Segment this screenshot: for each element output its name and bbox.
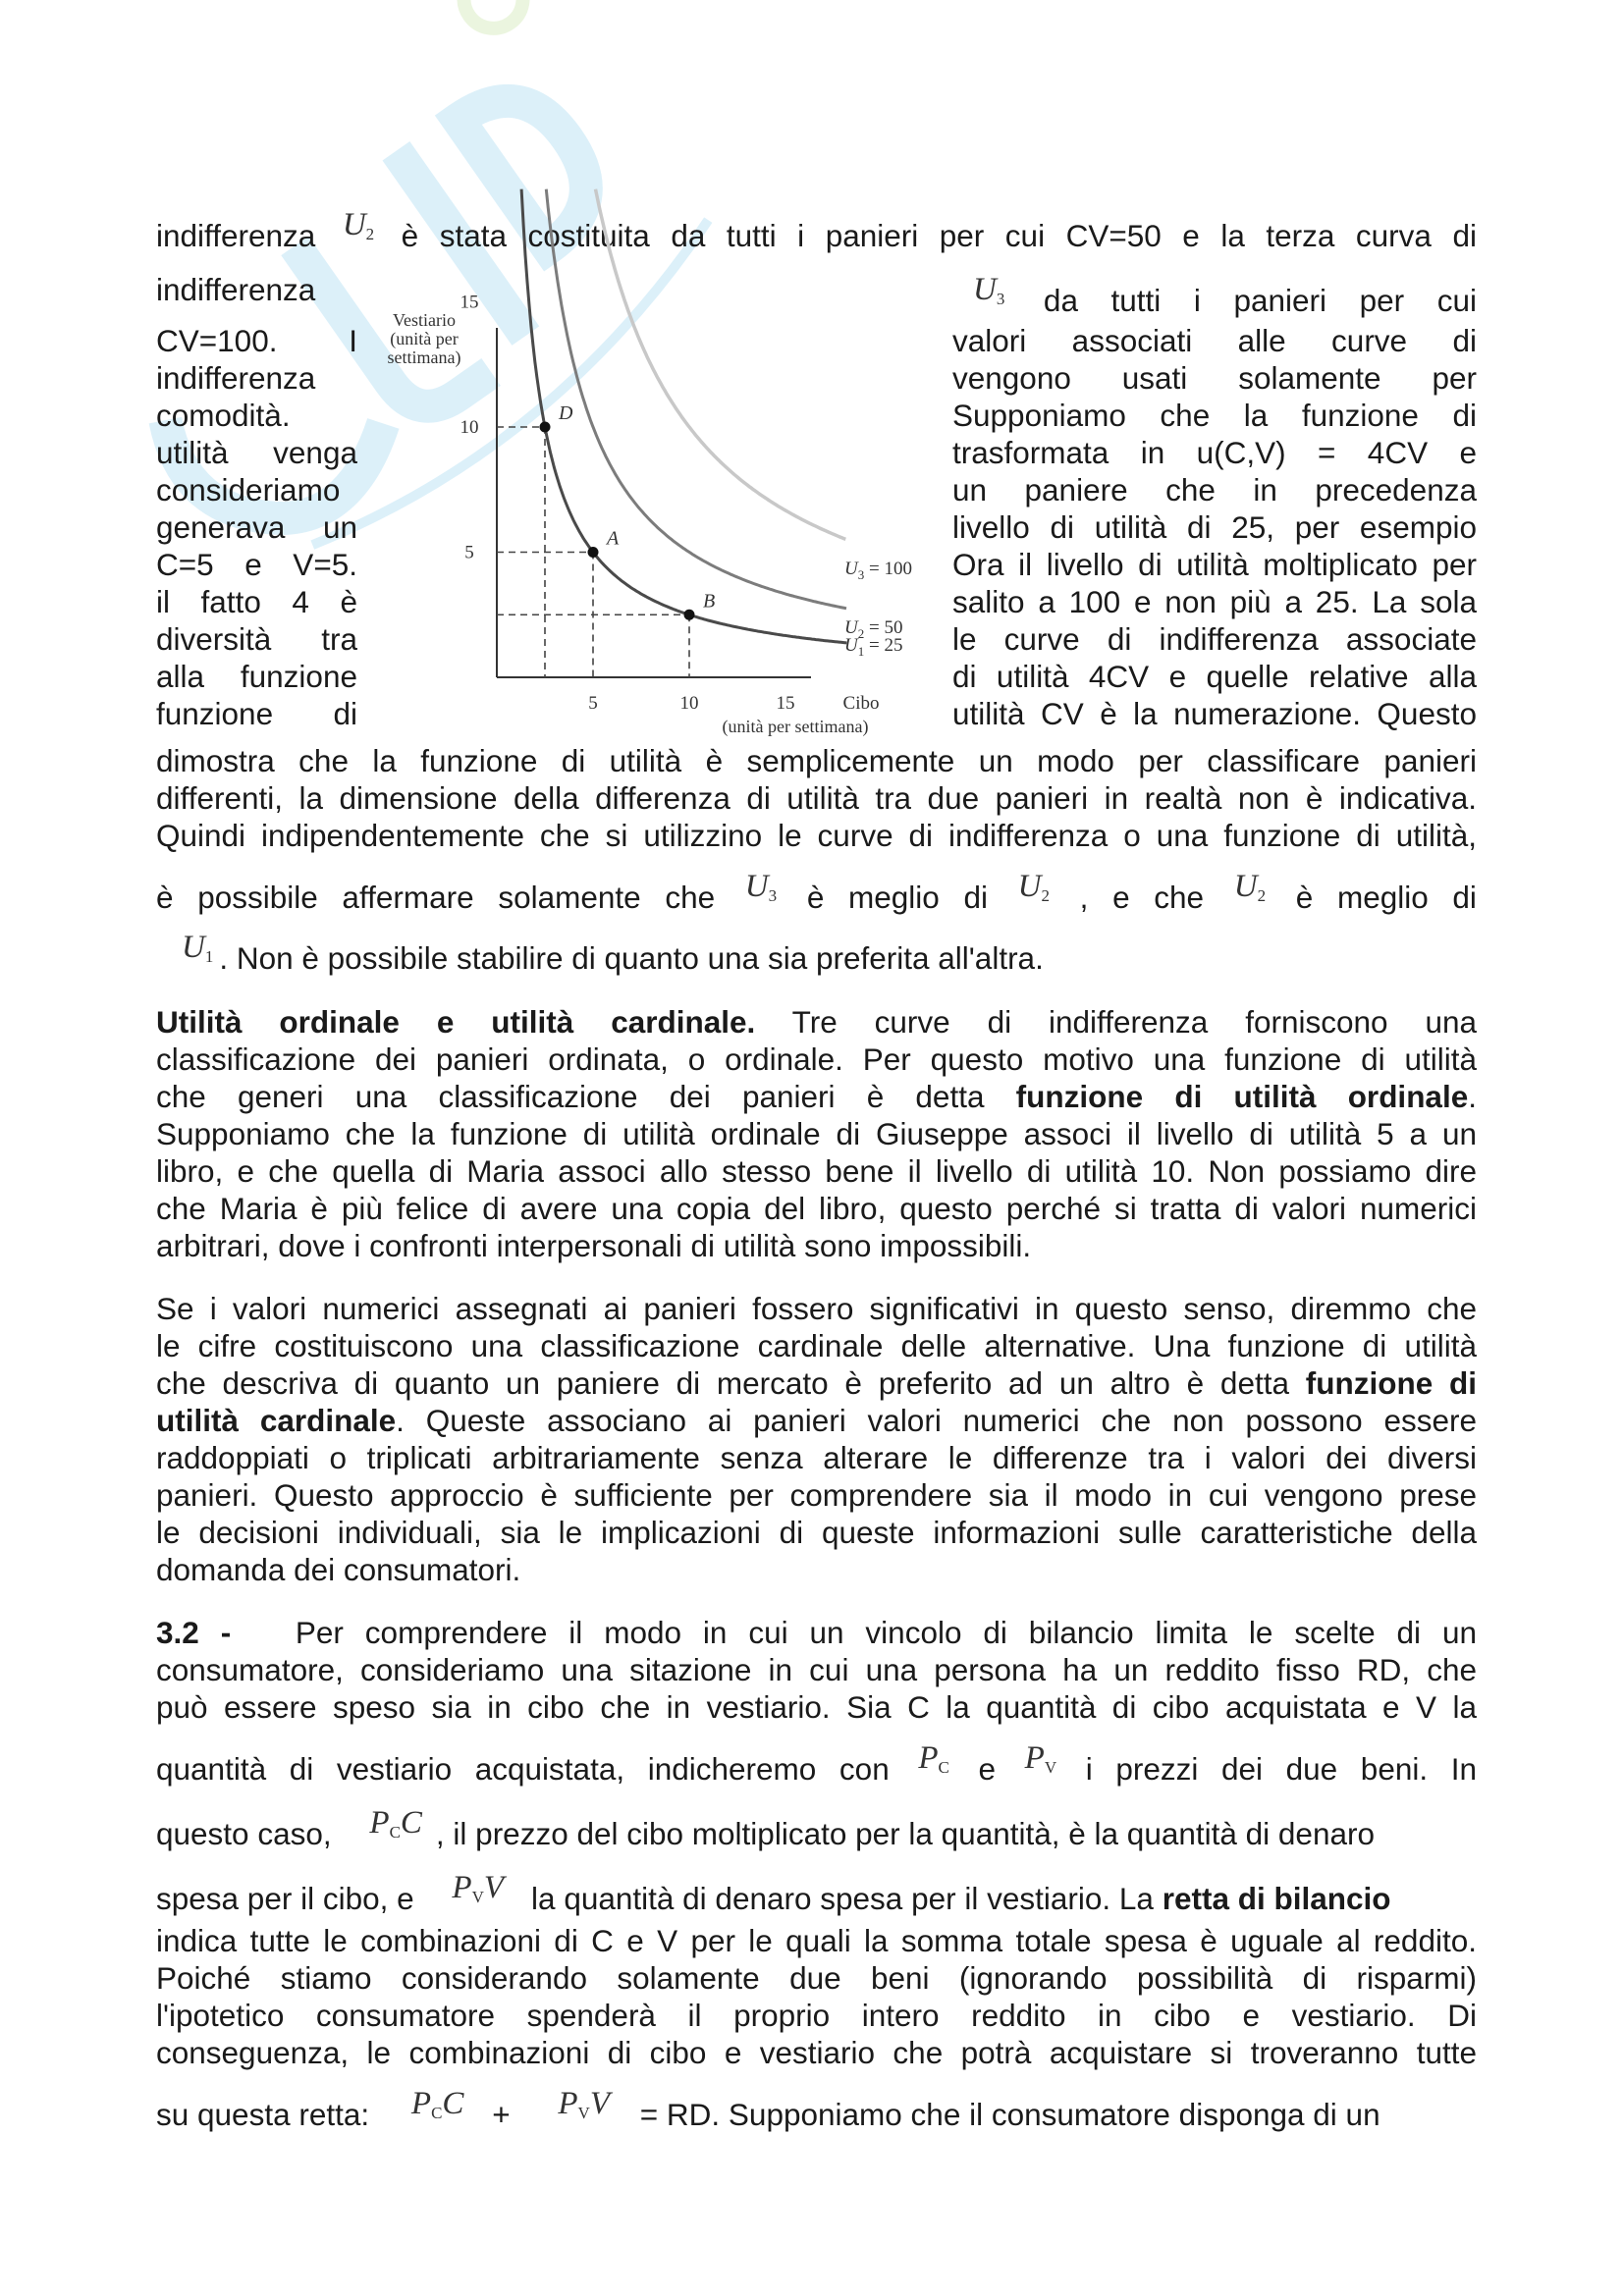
chart-curve-labels	[844, 559, 912, 659]
text-span: da tutti i panieri per cui	[1043, 283, 1477, 318]
point-label-A: A	[607, 527, 620, 550]
math-pvv: $P_VV$	[558, 2086, 610, 2122]
text-line: le cifre costituiscono una classificazione cardinale delle alternative. Una funzione di utilità	[156, 1328, 1477, 1363]
text-span: +	[492, 2097, 511, 2132]
math-pc: $P_C$	[918, 1740, 949, 1777]
section-heading: Utilità ordinale e utilità cardinale.	[156, 1004, 756, 1040]
text-line	[156, 868, 1477, 916]
text-line: Poiché stiamo considerando solamente due beni (ignorando possibilità di risparmi)	[156, 1960, 1477, 1996]
text-line: le curve di indifferenza associate	[952, 621, 1477, 657]
section-number: 3.2 -	[156, 1615, 232, 1650]
text-span: i prezzi dei due beni. In	[1085, 1751, 1477, 1787]
math-u3: $U_3$	[973, 272, 1005, 308]
text-line: utilità venga	[156, 435, 357, 470]
text-line	[156, 1078, 1477, 1115]
text-span: è possibile affermare solamente che	[156, 880, 716, 915]
chart-ticks	[460, 293, 795, 715]
y-tick-label: 10	[460, 417, 479, 438]
text-span: su questa retta:	[156, 2097, 370, 2132]
text-span: Per comprendere il modo in cui un vincolo di bilancio limita le scelte di un	[295, 1615, 1477, 1650]
text-span: , il prezzo del cibo moltiplicato per la quantità, è la quantità di denaro	[435, 1816, 1375, 1851]
text-span: è meglio di	[806, 880, 988, 915]
text-line: indifferenza	[156, 360, 316, 396]
y-axis-label-line: settimana)	[387, 347, 461, 367]
math-u2: $U_2$	[1017, 869, 1050, 905]
curve-label-3: $U_3 = 100$	[844, 559, 912, 582]
math-pcc: $P_CC$	[369, 1805, 422, 1842]
text-line: che Maria è più felice di avere una copia del libro, questo perché si tratta di valori numerici	[156, 1191, 1477, 1226]
point-label-B: B	[703, 590, 716, 613]
text-span: spesa per il cibo, e	[156, 1881, 414, 1916]
text-line	[156, 1869, 1477, 1917]
bold-term: funzione di utilità ordinale	[1015, 1079, 1469, 1114]
curve-label-1: $U_1 = 25$	[844, 635, 903, 659]
text-span: che generi una classificazione dei panieri è detta	[156, 1079, 985, 1114]
text-line	[156, 1739, 1477, 1788]
math-u1: $U_1$	[182, 930, 214, 966]
text-line: un paniere che in precedenza	[952, 472, 1477, 507]
bold-term: funzione di	[1305, 1365, 1477, 1401]
text-line: Ora il livello di utilità moltiplicato per	[952, 547, 1477, 582]
text-line: consumatore, consideriamo una sitazione in cui una persona ha un reddito fisso RD, che	[156, 1652, 1477, 1687]
y-axis-label	[388, 310, 461, 368]
text-line	[156, 1364, 1477, 1402]
point-label-D: D	[559, 402, 573, 424]
text-line: generava un	[156, 509, 357, 545]
x-tick-label: 10	[679, 693, 699, 714]
y-axis-label-line: Vestiario	[393, 310, 456, 330]
chart-axes	[497, 328, 811, 677]
text-span: , e che	[1079, 880, 1205, 915]
text-line: conseguenza, le combinazioni di cibo e vestiario che potrà acquistare si troveranno tutte	[156, 2035, 1477, 2070]
text-line	[156, 1003, 1477, 1041]
text-span: e	[978, 1751, 997, 1787]
bold-term: utilità cardinale	[156, 1403, 397, 1438]
text-span: questo caso,	[156, 1816, 332, 1851]
text-line: Quindi indipendentemente che si utilizzino le curve di indifferenza o una funzione di utilità,	[156, 818, 1477, 853]
text-line	[156, 206, 1477, 254]
text-span: indifferenza	[156, 272, 316, 307]
text-line: domanda dei consumatori.	[156, 1552, 521, 1587]
text-line: dimostra che la funzione di utilità è semplicemente un modo per classificare panieri	[156, 743, 1477, 778]
x-tick-label: 15	[776, 693, 795, 714]
text-line: CV=100. I	[156, 323, 357, 358]
text-line: arbitrari, dove i confronti interpersonali di utilità sono impossibili.	[156, 1228, 1032, 1263]
point-D	[540, 422, 551, 433]
text-line: raddoppiati o triplicati arbitrariamente senza alterare le differenze tra i valori dei diversi	[156, 1440, 1477, 1475]
text-line: consideriamo	[156, 472, 341, 507]
text-line: C=5 e V=5.	[156, 547, 357, 582]
text-line: Supponiamo che la funzione di utilità ordinale di Giuseppe associ il livello di utilità 5 a un	[156, 1116, 1477, 1151]
text-line: diversità tra	[156, 621, 357, 657]
text-line	[156, 2085, 1477, 2133]
text-line: panieri. Questo approccio è sufficiente per comprendere sia il modo in cui vengono prese	[156, 1477, 1477, 1513]
text-line: l'ipotetico consumatore spenderà il proprio intero reddito in cibo e vestiario. Di	[156, 1998, 1477, 2033]
text-span: . Non è possibile stabilire di quanto una sia preferita all'altra.	[219, 940, 1044, 976]
point-A	[588, 547, 599, 558]
math-pvv: $P_VV$	[452, 1870, 505, 1906]
math-pcc: $P_CC$	[410, 2086, 464, 2122]
text-line: le decisioni individuali, sia le implicazioni di queste informazioni sulle caratteristiche della	[156, 1515, 1477, 1550]
text-line: libro, e che quella di Maria associ allo stesso bene il livello di utilità 10. Non possiamo dire	[156, 1153, 1477, 1189]
text-span: indifferenza	[156, 218, 316, 253]
x-tick-label: 5	[588, 693, 598, 714]
math-u3: $U_3$	[744, 869, 778, 905]
indifference-curves-chart	[379, 292, 929, 736]
text-line: utilità CV è la numerazione. Questo	[952, 696, 1477, 731]
text-span: che descriva di quanto un paniere di mercato è preferito ad un altro è detta	[156, 1365, 1289, 1401]
math-u2: $U_2$	[1233, 869, 1267, 905]
text-line	[156, 1402, 1477, 1439]
text-line: Se i valori numerici assegnati ai panieri fossero significativi in questo senso, diremmo che	[156, 1291, 1477, 1326]
text-line: indica tutte le combinazioni di C e V per le quali la somma totale spesa è uguale al reddito.	[156, 1923, 1477, 1958]
bold-term: retta di bilancio	[1162, 1881, 1391, 1916]
y-axis-label-line: (unità per	[390, 329, 459, 348]
x-axis-label: Cibo	[842, 693, 880, 714]
curve-label-2: $U_2 = 50$	[844, 617, 903, 641]
text-line: differenti, la dimensione della differenza di utilità tra due panieri in realtà non è indicativa.	[156, 780, 1477, 816]
x-axis-sublabel: (unità per settimana)	[722, 717, 869, 736]
text-span: quantità di vestiario acquistata, indicheremo con	[156, 1751, 890, 1787]
y-tick-label: 15	[460, 292, 479, 313]
text-span: è meglio di	[1295, 880, 1477, 915]
text-span: la quantità di denaro spesa per il vestiario. La	[531, 1881, 1154, 1916]
text-line: comodità.	[156, 398, 291, 433]
text-line	[973, 271, 1477, 319]
math-pv: $P_V$	[1024, 1740, 1057, 1777]
text-line: valori associati alle curve di	[952, 323, 1477, 358]
text-span: .	[1468, 1079, 1477, 1114]
text-line	[156, 1804, 1477, 1852]
text-line: classificazione dei panieri ordinata, o ordinale. Per questo motivo una funzione di utilità	[156, 1041, 1477, 1077]
math-u2: $U_2$	[342, 207, 375, 243]
y-tick-label: 5	[464, 542, 474, 563]
text-line: Supponiamo che la funzione di	[952, 398, 1477, 433]
text-line: vengono usati solamente per	[952, 360, 1477, 396]
text-span: Tre curve di indifferenza forniscono una	[791, 1004, 1478, 1040]
text-line	[156, 1614, 1477, 1651]
x-axis-label	[723, 693, 880, 737]
text-span: = RD. Supponiamo che il consumatore disponga di un	[639, 2097, 1380, 2132]
text-span: . Queste associano ai panieri valori numerici che non possono essere	[396, 1403, 1477, 1438]
text-line: livello di utilità di 25, per esempio	[952, 509, 1477, 545]
text-line: salito a 100 e non più a 25. La sola	[952, 584, 1477, 619]
chart-points	[540, 402, 716, 620]
text-line: può essere speso sia in cibo che in vestiario. Sia C la quantità di cibo acquistata e V la	[156, 1689, 1477, 1725]
text-line: funzione di	[156, 696, 357, 731]
text-line: di utilità 4CV e quelle relative alla	[952, 659, 1477, 694]
text-span: è stata costituita da tutti i panieri per cui CV=50 e la terza curva di	[401, 218, 1477, 253]
text-line: trasformata in u(C,V) = 4CV e	[952, 435, 1477, 470]
text-line: il fatto 4 è	[156, 584, 357, 619]
text-line: alla funzione	[156, 659, 357, 694]
text-line	[156, 929, 1477, 977]
point-B	[684, 610, 695, 620]
